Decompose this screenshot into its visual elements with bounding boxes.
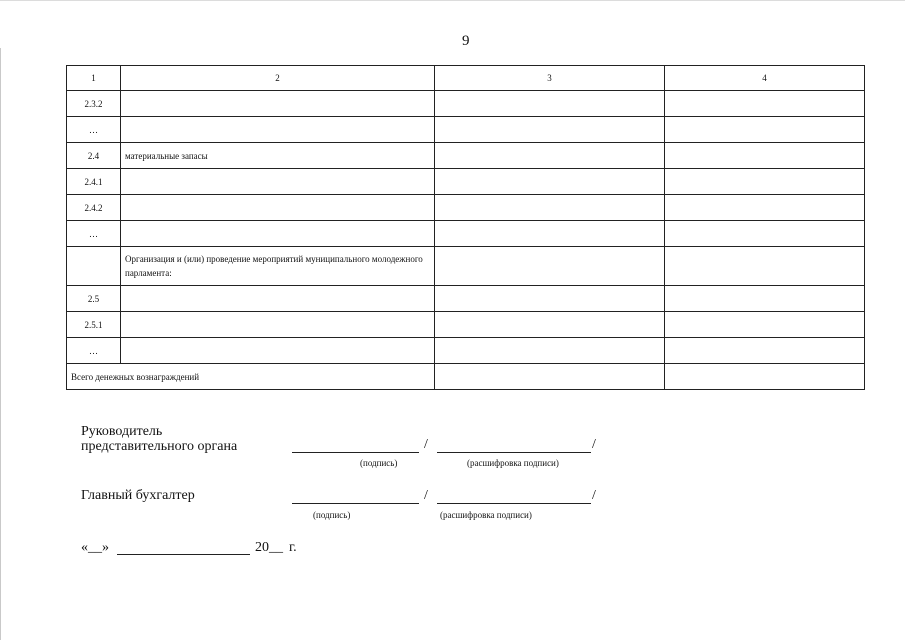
row-description <box>121 117 435 143</box>
row-number: 2.4.1 <box>67 169 121 195</box>
row-description: Организация и (или) проведение мероприятий муниципального молодежного парламента: <box>121 247 435 286</box>
row-col-4 <box>665 117 865 143</box>
table-header-row <box>67 66 865 91</box>
row-description <box>121 286 435 312</box>
table-row <box>67 169 865 195</box>
row-description <box>121 91 435 117</box>
total-col-4 <box>665 364 865 390</box>
report-table <box>66 65 865 390</box>
page-number: 9 <box>462 33 470 49</box>
row-col-3 <box>435 117 665 143</box>
date-month-line <box>117 554 250 555</box>
head-separator: / <box>424 437 428 452</box>
head-title-line1: Руководитель <box>81 424 163 439</box>
scan-edge-left <box>0 48 1 640</box>
row-description: материальные запасы <box>121 143 435 169</box>
head-decode-line <box>437 452 591 453</box>
table-row <box>67 338 865 364</box>
row-number: … <box>67 117 121 143</box>
total-label: Всего денежных вознаграждений <box>67 364 435 390</box>
row-col-4 <box>665 312 865 338</box>
row-col-4 <box>665 169 865 195</box>
header-col-3: 3 <box>435 66 665 91</box>
table-row <box>67 312 865 338</box>
row-col-4 <box>665 91 865 117</box>
row-col-3 <box>435 312 665 338</box>
row-col-3 <box>435 247 665 286</box>
table-row <box>67 286 865 312</box>
head-signature-caption: (подпись) <box>360 458 398 468</box>
accountant-decode-line <box>437 503 591 504</box>
table-row <box>67 117 865 143</box>
row-number: … <box>67 338 121 364</box>
header-col-2: 2 <box>121 66 435 91</box>
header-col-1: 1 <box>67 66 121 91</box>
accountant-signature-line <box>292 503 419 504</box>
date-year: 20__ <box>255 540 283 555</box>
table-total-row <box>67 364 865 390</box>
accountant-separator: / <box>424 488 428 503</box>
header-col-4: 4 <box>665 66 865 91</box>
row-col-3 <box>435 91 665 117</box>
accountant-separator-end: / <box>592 488 596 503</box>
row-number: 2.3.2 <box>67 91 121 117</box>
row-description <box>121 169 435 195</box>
row-col-3 <box>435 195 665 221</box>
accountant-signature-caption: (подпись) <box>313 510 351 520</box>
scan-edge-top <box>0 0 905 1</box>
row-col-3 <box>435 143 665 169</box>
row-col-4 <box>665 221 865 247</box>
row-col-3 <box>435 221 665 247</box>
row-col-4 <box>665 286 865 312</box>
row-col-4 <box>665 247 865 286</box>
head-separator-end: / <box>592 437 596 452</box>
head-signature-line <box>292 452 419 453</box>
row-col-4 <box>665 143 865 169</box>
row-description <box>121 312 435 338</box>
row-number: 2.4.2 <box>67 195 121 221</box>
total-col-3 <box>435 364 665 390</box>
row-number: 2.5.1 <box>67 312 121 338</box>
date-day: «__» <box>81 540 109 555</box>
table-row <box>67 195 865 221</box>
table-row <box>67 143 865 169</box>
table-row <box>67 91 865 117</box>
row-description <box>121 195 435 221</box>
head-title-line2: представительного органа <box>81 439 238 454</box>
table-row <box>67 247 865 286</box>
row-description <box>121 338 435 364</box>
accountant-decode-caption: (расшифровка подписи) <box>440 510 532 520</box>
row-col-3 <box>435 338 665 364</box>
row-col-4 <box>665 195 865 221</box>
row-col-3 <box>435 286 665 312</box>
row-number: … <box>67 221 121 247</box>
accountant-title: Главный бухгалтер <box>81 488 195 503</box>
date-suffix: г. <box>289 540 297 555</box>
table-row <box>67 221 865 247</box>
head-decode-caption: (расшифровка подписи) <box>467 458 559 468</box>
row-number <box>67 247 121 286</box>
row-col-3 <box>435 169 665 195</box>
row-number: 2.5 <box>67 286 121 312</box>
row-description <box>121 221 435 247</box>
row-col-4 <box>665 338 865 364</box>
head-title <box>81 424 237 454</box>
row-number: 2.4 <box>67 143 121 169</box>
